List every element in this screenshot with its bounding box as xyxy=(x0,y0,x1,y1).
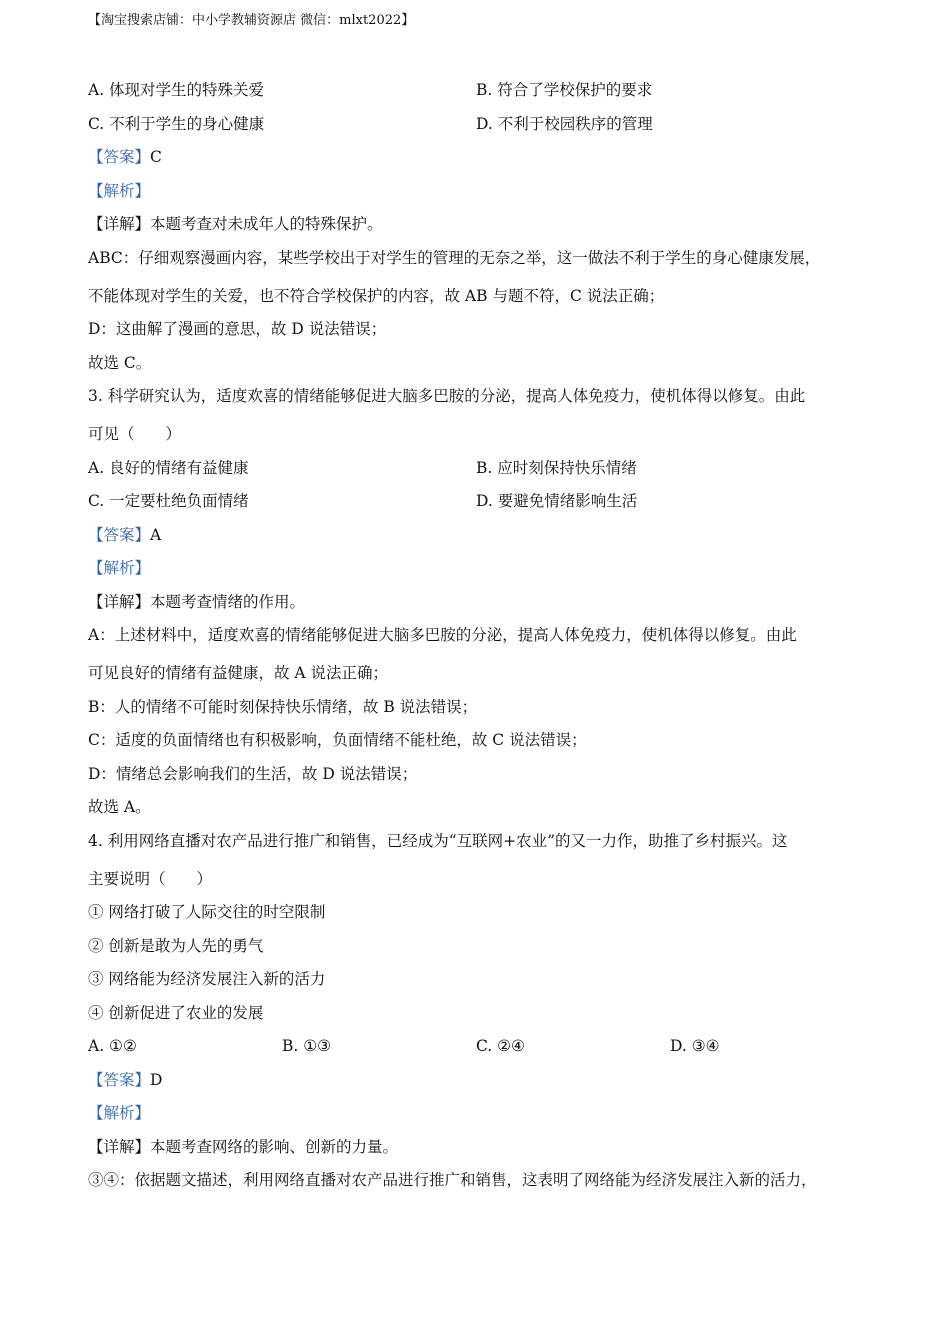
q4-explanation-line: ③④：依据题文描述，利用网络直播对农产品进行推广和销售，这表明了网络能为经济发展注入新的活力， xyxy=(88,1171,817,1189)
q2-options-row-2 xyxy=(88,112,878,146)
q4-option-d[interactable]: D. ③④ xyxy=(670,1037,720,1055)
q4-stem-line: 主要说明（ ） xyxy=(88,869,213,888)
q3-stem-line: 可见（ ） xyxy=(88,425,182,443)
q3-answer xyxy=(88,523,878,557)
q3-options-row-2 xyxy=(88,489,878,523)
q2-explanation-line: ABC：仔细观察漫画内容，某些学校出于对学生的管理的无奈之举，这一做法不利于学生的身心健康发展， xyxy=(88,248,821,267)
q4-detail xyxy=(88,1135,878,1169)
q4-option-c[interactable]: C. ②④ xyxy=(476,1037,525,1055)
q4-statement: ③ 网络能为经济发展注入新的活力 xyxy=(88,970,326,988)
q4-detail-text: 本题考查网络的影响、创新的力量。 xyxy=(150,1137,399,1156)
q3-explanation-line: 故选 A。 xyxy=(88,798,151,816)
q4-options-row xyxy=(88,1034,878,1068)
detail-label: 【详解】 xyxy=(88,592,151,611)
analysis-label: 【解析】 xyxy=(88,181,151,200)
answer-label: 【答案】 xyxy=(88,525,151,544)
q3-analysis xyxy=(88,556,878,590)
q3-answer-value: A xyxy=(150,525,162,544)
answer-label: 【答案】 xyxy=(88,1070,151,1089)
q2-option-d[interactable]: D. 不利于校园秩序的管理 xyxy=(476,114,653,133)
q3-explanation-line: C：适度的负面情绪也有积极影响，负面情绪不能杜绝，故 C 说法错误； xyxy=(88,731,587,749)
q3-option-a[interactable]: A. 良好的情绪有益健康 xyxy=(88,458,249,477)
q3-explanation-line: 可见良好的情绪有益健康，故 A 说法正确； xyxy=(88,664,389,682)
q2-explanation-line: D：这曲解了漫画的意思，故 D 说法错误； xyxy=(88,320,387,338)
q4-option-a[interactable]: A. ①② xyxy=(88,1037,137,1055)
q3-options-row-1 xyxy=(88,456,878,490)
q2-option-b[interactable]: B. 符合了学校保护的要求 xyxy=(476,81,653,99)
q2-explanation-line: 不能体现对学生的关爱，也不符合学校保护的内容，故 AB 与题不符，C 说法正确； xyxy=(88,286,665,305)
q3-stem-line: 3. 科学研究认为，适度欢喜的情绪能够促进大脑多巴胺的分泌，提高人体免疫力，使机体得以修复。由此 xyxy=(88,387,806,405)
q4-statement: ④ 创新促进了农业的发展 xyxy=(88,1003,264,1022)
q2-options-row-1 xyxy=(88,78,878,112)
detail-label: 【详解】 xyxy=(88,1137,151,1156)
q4-statement: ② 创新是敢为人先的勇气 xyxy=(88,936,264,955)
answer-label: 【答案】 xyxy=(88,148,151,166)
q3-option-d[interactable]: D. 要避免情绪影响生活 xyxy=(476,492,638,510)
content-body xyxy=(88,78,878,1202)
q4-stem-line: 4. 利用网络直播对农产品进行推广和销售，已经成为“互联网+农业”的又一力作，助推了乡村振兴。这 xyxy=(88,831,788,850)
q2-option-a[interactable]: A. 体现对学生的特殊关爱 xyxy=(88,81,265,99)
q4-answer xyxy=(88,1068,878,1102)
q2-explanation-line: 故选 C。 xyxy=(88,353,152,372)
q4-answer-value: D xyxy=(150,1070,163,1089)
analysis-label: 【解析】 xyxy=(88,559,151,577)
q2-detail xyxy=(88,212,878,246)
analysis-label: 【解析】 xyxy=(88,1104,151,1122)
q2-option-c[interactable]: C. 不利于学生的身心健康 xyxy=(88,114,265,133)
q4-option-b[interactable]: B. ①③ xyxy=(282,1037,332,1055)
q3-explanation-line: B：人的情绪不可能时刻保持快乐情绪，故 B 说法错误； xyxy=(88,697,478,716)
q3-explanation-line: D：情绪总会影响我们的生活，故 D 说法错误； xyxy=(88,764,418,783)
detail-label: 【详解】 xyxy=(88,215,151,233)
q2-detail-text: 本题考查对未成年人的特殊保护。 xyxy=(150,215,383,233)
q2-analysis xyxy=(88,179,878,213)
q3-detail xyxy=(88,590,878,624)
shop-note: 【淘宝搜索店铺：中小学教辅资源店 微信：mlxt2022】 xyxy=(88,13,415,28)
q3-detail-text: 本题考查情绪的作用。 xyxy=(150,592,306,611)
q4-analysis xyxy=(88,1101,878,1135)
q3-option-c[interactable]: C. 一定要杜绝负面情绪 xyxy=(88,492,249,510)
q4-statement: ① 网络打破了人际交往的时空限制 xyxy=(88,903,326,921)
q3-option-b[interactable]: B. 应时刻保持快乐情绪 xyxy=(476,458,637,477)
q2-answer xyxy=(88,145,878,179)
q3-explanation-line: A：上述材料中，适度欢喜的情绪能够促进大脑多巴胺的分泌，提高人体免疫力，使机体得以修复。由此 xyxy=(88,626,797,644)
q2-answer-value: C xyxy=(150,148,162,166)
